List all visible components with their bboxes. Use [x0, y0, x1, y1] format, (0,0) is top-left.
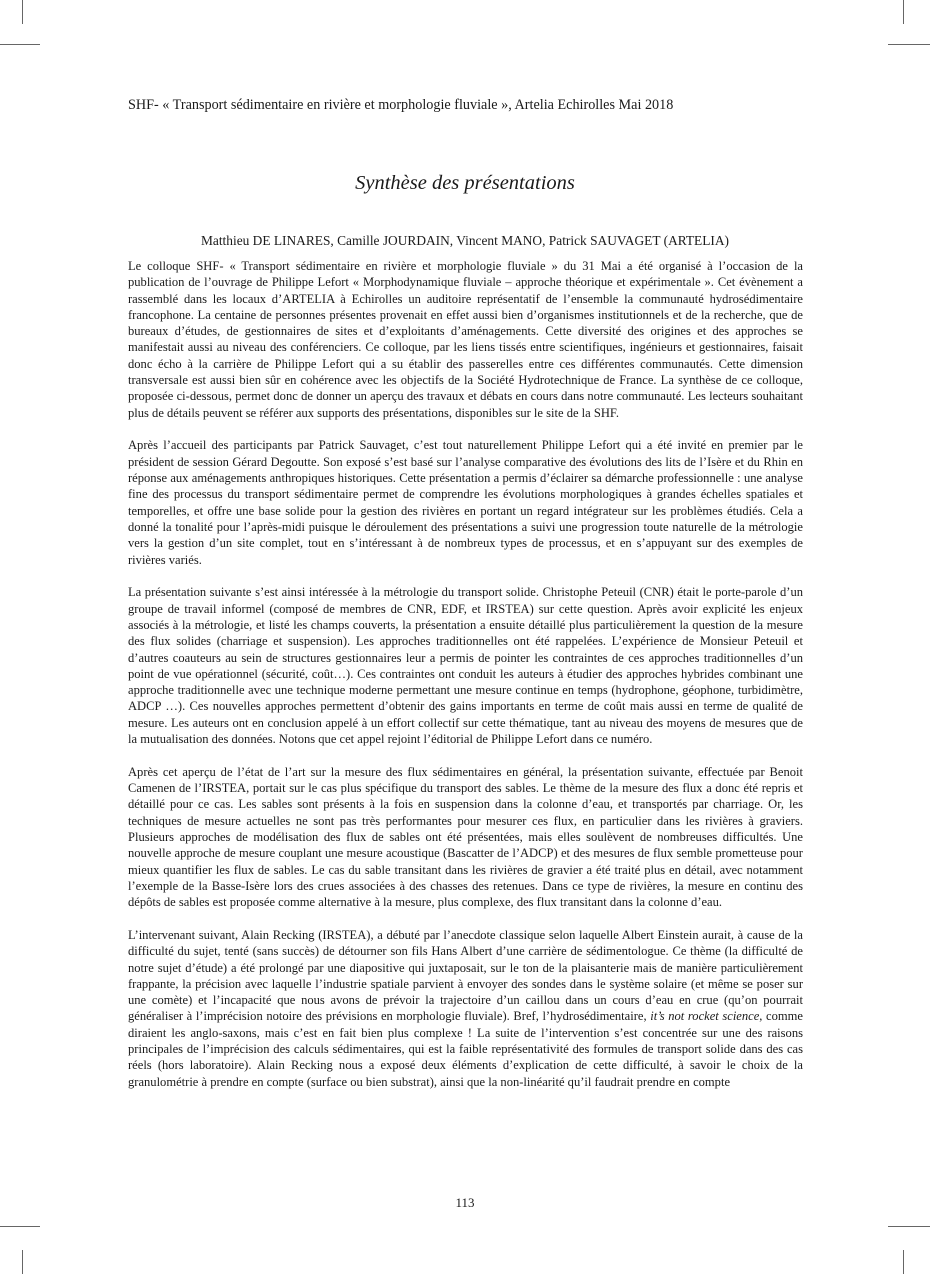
crop-mark-bottom-right-h	[888, 1226, 930, 1227]
article-authors: Matthieu DE LINARES, Camille JOURDAIN, Vincent MANO, Patrick SAUVAGET (ARTELIA)	[200, 233, 729, 248]
article-title: Synthèse des présentations	[355, 172, 575, 194]
paragraph-5-part-1: L’intervenant suivant, Alain Recking (IRSTEA), a débuté par l’anecdote classique selon laquelle Albert Einstein aurait, à cause de la difficulté du sujet, tenté (sans succès) de détourner son fils Hans Albert d’une carrière de sédimentologue. Ce thème (la difficulté de notre sujet d’étude) a été prolongé par une diapositive qui juxtaposait, sur le ton de la plaisanterie mais de manière particulièrement frappante, la précision avec laquelle l’industrie spatiale parvient à envoyer des sondes dans le système solaire (et même se poser sur une comète) et l’incapacité que nous avons de prévoir la trajectoire d’un caillou dans un cours d’eau en crue (qu’on pourrait généraliser à l’imprécision notoire des prévisions en morphologie fluviale). Bref, l’hydrosédimentaire,	[128, 927, 803, 1024]
paragraph-5-emphasis: it’s not rocket science	[650, 1009, 760, 1024]
paragraph-5	[128, 927, 803, 1090]
crop-mark-top-right-v	[903, 0, 904, 24]
crop-mark-top-left-v	[22, 0, 23, 24]
page-number: 113	[455, 1195, 475, 1210]
running-header: SHF- « Transport sédimentaire en rivière et morphologie fluviale », Artelia Echirolles Mai 2018	[128, 97, 674, 113]
paragraph-5-part-2: , comme diraient les anglo-saxons, mais c’est en fait bien plus complexe ! La suite de l’intervention s’est concentrée sur une des raisons principales de l’imprécision des calculs sédimentaires, qui est la faible représentativité des formules de transport solide dans des cas réels (hors laboratoire). Alain Recking nous a exposé deux éléments d’explication de cette difficulté, à savoir le choix de la granulométrie à prendre en compte (surface ou bien substrat), ainsi que la non-linéarité qu’il faudrait prendre en compte	[128, 1009, 803, 1089]
paragraph-2: Après l’accueil des participants par Patrick Sauvaget, c’est tout naturellement Philippe Lefort qui a été invité en premier par le président de session Gérard Degoutte. Son exposé s’est basé sur l’analyse comparative des évolutions des lits de l’Isère et du Rhin en réponse aux aménagements anthropiques historiques. Cette présentation a permis d’éclairer sa démarche professionnelle : une analyse fine des processus du transport sédimentaire permet de comprendre les évolutions morphologiques à grandes échelles spatiales et temporelles, et offre une base solide pour la gestion des rivières en portant un regard intégrateur sur les problèmes étudiés. Cela a donné la tonalité pour l’après-midi puisque le déroulement des présentations a suivi une progression toute naturelle de la métrologie vers la gestion d’un site complet, tout en s’intéressant à de nombreux types de processus, et en s’appuyant sur des exemples de rivières variés.	[128, 438, 803, 567]
crop-mark-bottom-left-v	[22, 1250, 23, 1274]
crop-mark-top-left-h	[0, 44, 40, 45]
crop-mark-bottom-left-h	[0, 1226, 40, 1227]
paragraph-4: Après cet aperçu de l’état de l’art sur la mesure des flux sédimentaires en général, la présentation suivante, effectuée par Benoit Camenen de l’IRSTEA, portait sur le cas plus spécifique du transport des sables. Le thème de la mesure des flux a donc été repris et détaillé pour ce cas. Les sables sont présents à la fois en suspension dans la colonne d’eau, et transportés par charriage. Or, les techniques de mesure actuelles ne sont pas très performantes pour mesurer ces flux, en particulier dans les rivières à graviers. Plusieurs approches de modélisation des flux de sables ont été présentées, mais elles soulèvent de nombreuses difficultés. Une nouvelle approche de mesure couplant une mesure acoustique (Bascatter de l’ADCP) et des mesures de flux semble prometteuse pour mieux quantifier les flux de sables. Le cas du sable transitant dans les rivières de gravier a été traité plus en détail, avec notamment l’exemple de la Basse-Isère lors des crues associées à des chasses des retenues. Dans ce type de rivières, la mesure en continu des dépôts de sables est proposée comme alternative à la mesure, plus complexe, des flux transitant dans la colonne d’eau.	[128, 764, 803, 910]
paragraph-3: La présentation suivante s’est ainsi intéressée à la métrologie du transport solide. Christophe Peteuil (CNR) était le porte-parole d’un groupe de travail informel (composé de membres de CNR, EDF, et IRSTEA) sur cette question. Après avoir explicité les enjeux associés à la métrologie, et listé les champs couverts, la présentation a ensuite détaillé plus particulièrement la question de la mesure des flux solides (charriage et suspension). Les approches traditionnelles ont été rappelées. L’expérience de Monsieur Peteuil et d’autres coauteurs au sein de structures gestionnaires leur a permis de pointer les contraintes de ces approches traditionnelles d’un point de vue opérationnel (sécurité, coût…). Ces contraintes ont conduit les auteurs à étudier des approches hybrides combinant une approche traditionnelle avec une technique moderne permettant une mesure continue en temps (hydrophone, géophone, turbidimètre, ADCP …). Ces nouvelles approches permettent d’obtenir des gains importants en terme de coût mais aussi en terme de qualité de mesure. Les auteurs ont en conclusion appelé à un effort collectif sur cette thématique, tant au niveau des moyens de mesures que de la mutualisation des données. Notons que cet appel rejoint l’éditorial de Philippe Lefort dans ce numéro.	[128, 585, 803, 747]
article-body	[128, 258, 803, 1106]
crop-mark-top-right-h	[888, 44, 930, 45]
paragraph-1: Le colloque SHF- « Transport sédimentaire en rivière et morphologie fluviale » du 31 Mai a été organisé à l’occasion de la publication de l’ouvrage de Philippe Lefort « Morphodynamique fluviale – approche théorique et expérimentale ». Cet évènement a rassemblé dans les locaux d’ARTELIA à Echirolles un auditoire représentatif de l’ensemble la communauté hydrosédimentaire francophone. La centaine de personnes présentes provenait en effet aussi bien d’organismes institutionnels et de la recherche, que de bureaux d’études, de gestionnaires de sites et d’exploitants d’aménagements. Cette diversité des origines et des approches se manifestait aussi au niveau des conférenciers. Ce colloque, par les liens tissés entre scientifiques, ingénieurs et gestionnaires, faisait donc écho à la carrière de Philippe Lefort qui a su établir des passerelles entre ces différentes communautés. Cette dimension transversale est aussi bien sûr en cohérence avec les objectifs de la Société Hydrotechnique de France. La synthèse de ce colloque, proposée ci-dessous, permet donc de donner un aperçu des travaux et débats en cours dans notre communauté. Les lecteurs souhaitant plus de détails peuvent se référer aux supports des présentations, disponibles sur le site de la SHF.	[128, 259, 803, 420]
crop-mark-bottom-right-v	[903, 1250, 904, 1274]
